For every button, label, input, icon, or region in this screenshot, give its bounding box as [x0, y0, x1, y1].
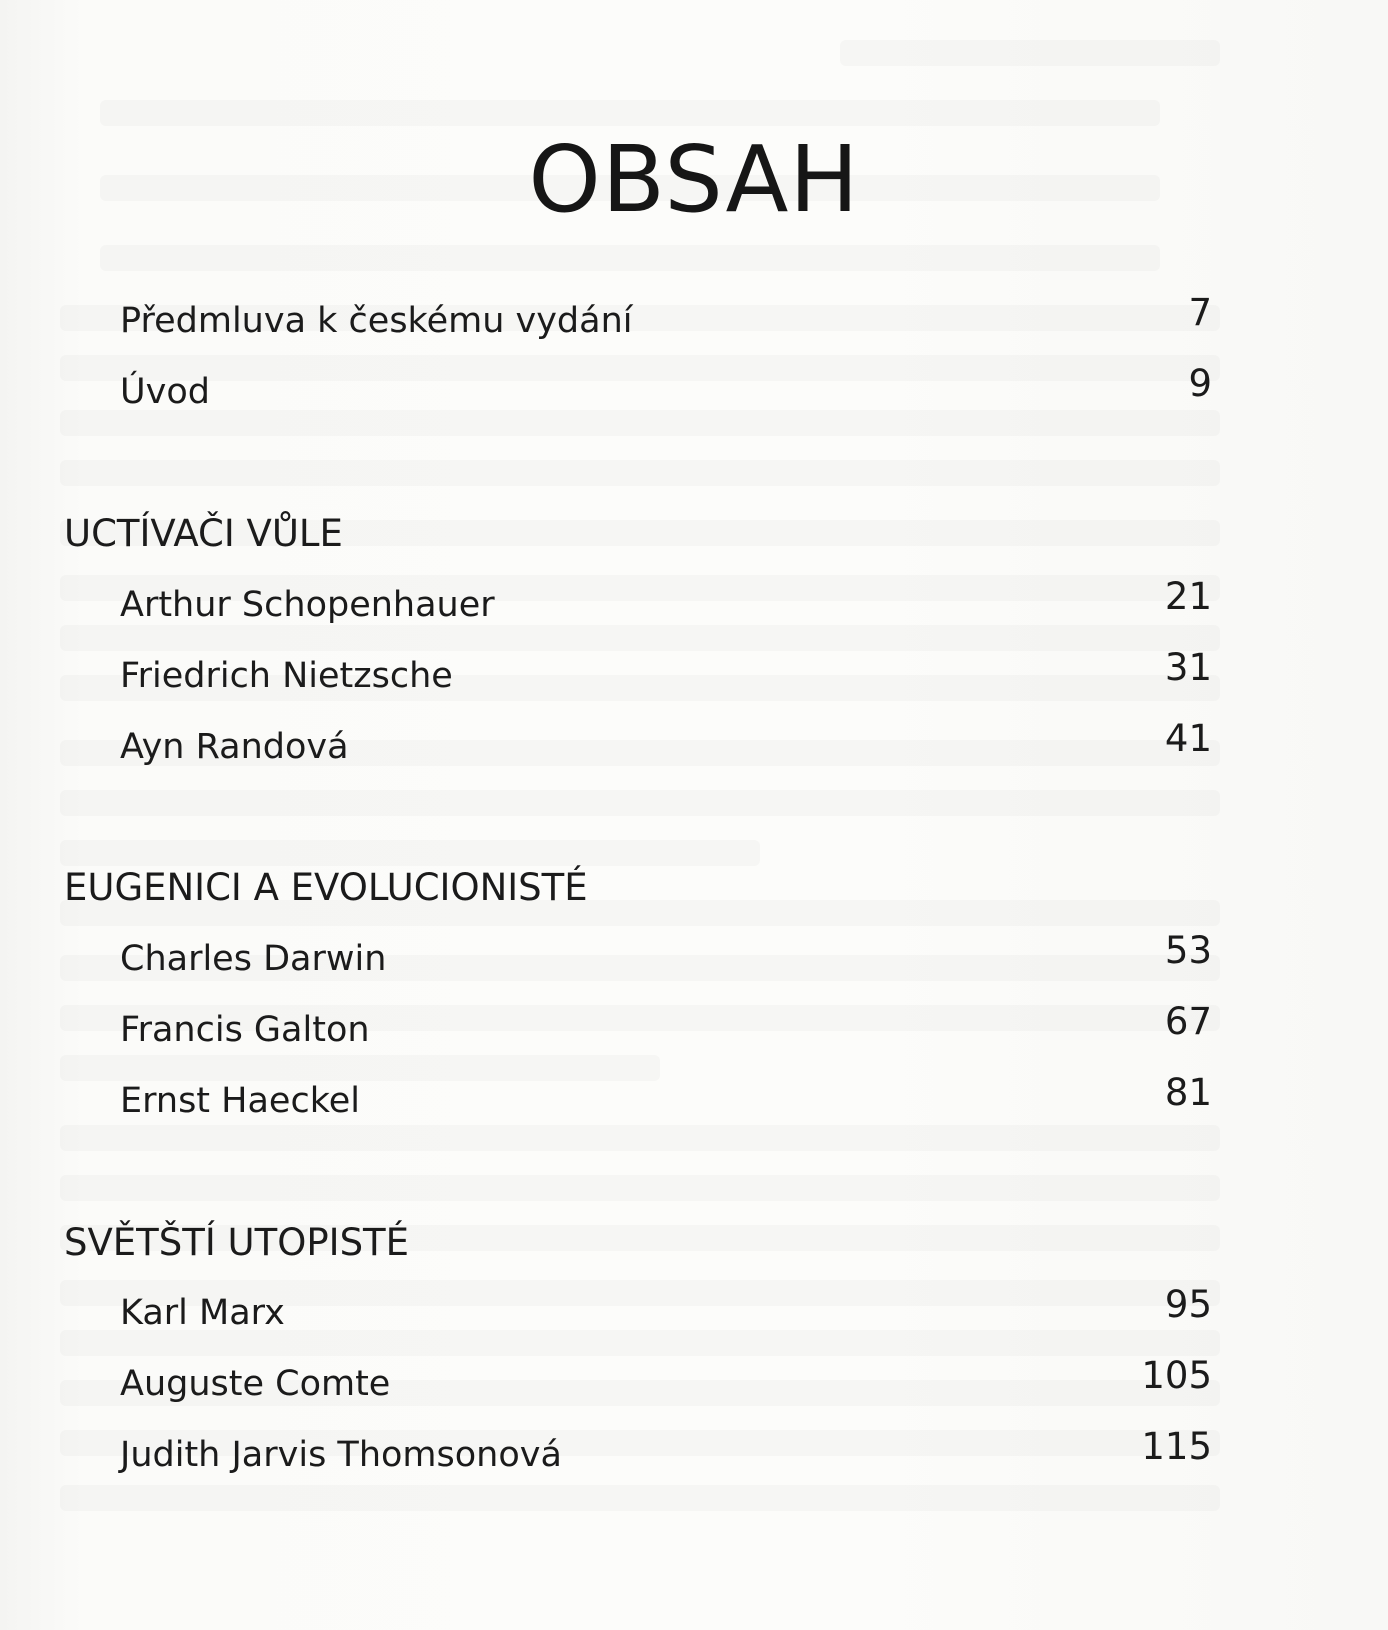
- toc-entry-page: 53: [1164, 929, 1212, 972]
- toc-entry: [120, 291, 1212, 344]
- toc-entry: [120, 646, 1212, 699]
- toc-entry-title: Arthur Schopenhauer: [120, 585, 495, 625]
- toc-entry-page: 9: [1188, 362, 1212, 405]
- toc-entry: [120, 929, 1212, 982]
- toc-entry-page: 81: [1164, 1071, 1212, 1114]
- toc-entry-title: Francis Galton: [120, 1010, 370, 1050]
- toc-entry: [120, 575, 1212, 628]
- toc-entry: [120, 1071, 1212, 1124]
- toc-entry-page: 67: [1164, 1000, 1212, 1043]
- toc-entry: [120, 362, 1212, 415]
- toc-entry-title: Karl Marx: [120, 1293, 285, 1333]
- toc-entry-title: Předmluva k českému vydání: [120, 301, 633, 341]
- toc-entry-page: 95: [1164, 1283, 1212, 1326]
- toc-entry-title: Úvod: [120, 372, 210, 412]
- toc-entry: [120, 1283, 1212, 1336]
- toc-entry-page: 105: [1141, 1354, 1212, 1397]
- toc-entry: [120, 717, 1212, 770]
- toc-entry-page: 21: [1164, 575, 1212, 618]
- toc-entry-page: 115: [1141, 1425, 1212, 1468]
- toc-entry-title: Auguste Comte: [120, 1364, 391, 1404]
- toc-entry-page: 41: [1164, 717, 1212, 760]
- toc-entry-title: Friedrich Nietzsche: [120, 656, 453, 696]
- toc-entry: [120, 1354, 1212, 1407]
- toc-entry-title: Ernst Haeckel: [120, 1081, 360, 1121]
- toc-entry-title: Charles Darwin: [120, 939, 387, 979]
- toc-entry-title: Judith Jarvis Thomsonová: [120, 1435, 562, 1475]
- page-title: OBSAH: [528, 125, 860, 233]
- toc-entry: [120, 1425, 1212, 1478]
- section-heading: UCTÍVAČI VŮLE: [64, 512, 343, 555]
- toc-entry-title: Ayn Randová: [120, 727, 349, 767]
- toc-entry-page: 7: [1188, 291, 1212, 334]
- toc-entry: [120, 1000, 1212, 1053]
- toc-entry-page: 31: [1164, 646, 1212, 689]
- section-heading: SVĚTŠTÍ UTOPISTÉ: [64, 1221, 410, 1264]
- section-heading: EUGENICI A EVOLUCIONISTÉ: [64, 866, 588, 909]
